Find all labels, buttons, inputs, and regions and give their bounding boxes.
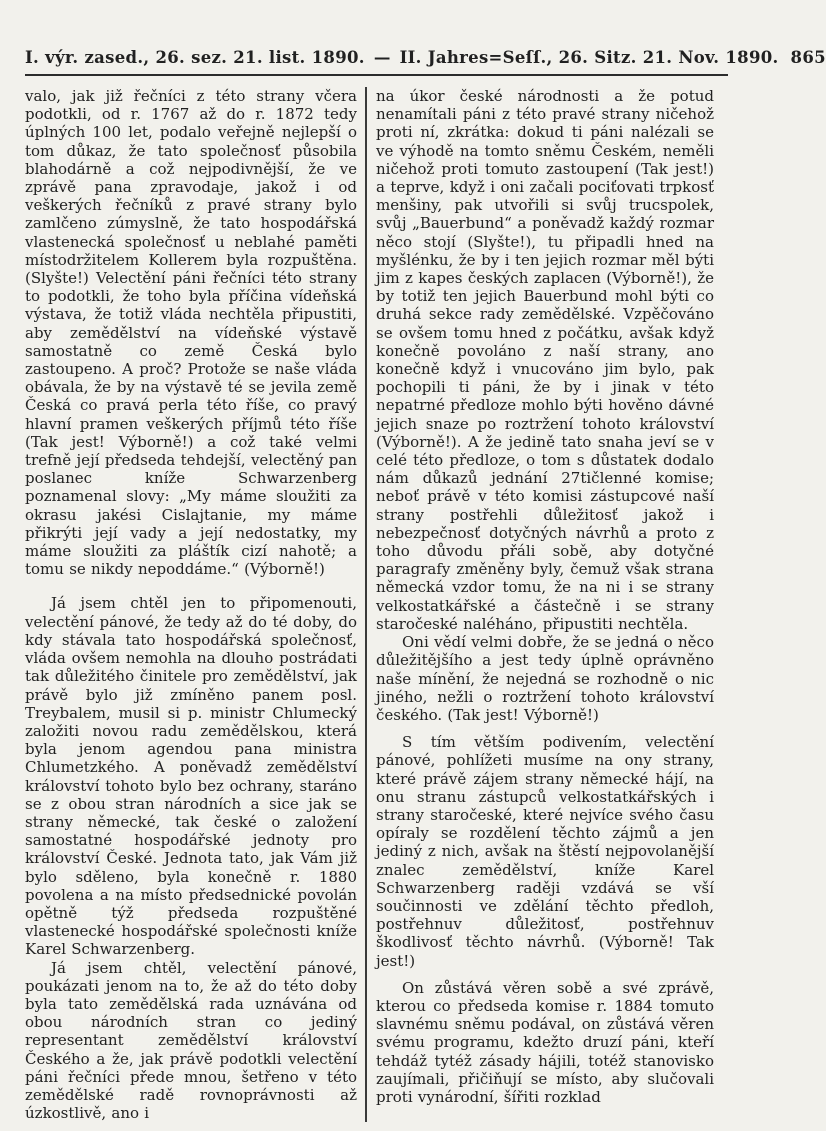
- right-paragraph-2: Oni vědí velmi dobře, že se jedná o něco důležitějšího a jest tedy úplně oprávněno naše mínění, že nejedná se rozhodně o nic jiného, nežli o roztržení tohoto království českého. (Tak jest! Výborně!): [376, 633, 714, 724]
- session-separator-dash: —: [373, 48, 391, 67]
- right-paragraph-4: On zůstává věren sobě a své zprávě, kterou co předseda komise r. 1884 tomuto slavnému sněmu podával, on zůstává věren svému programu, kdežto druzí páni, kteří tehdáž tytéž zásady hájili, totéž stanovisko zaujímali, přičiňují se místo, aby slučovali proti vynárodní, šířiti rozklad: [376, 978, 714, 1106]
- right-paragraph-3: S tím větším podivením, velectění pánové, pohlížeti musíme na ony strany, které právě zájem strany německé hájí, na onu stranu zástupců velkostatkářských i strany staročeské, které nejvíce svého času opíraly se rozdělení těchto zájmů a jen jediný z nich, avšak na štěstí nejpovolanější znalec zemědělství, kníže Karel Schwarzenberg raději vzdává se vší součinnosti ve zdělání těchto předloh, postřehnuv důležitosť, postřehnuv škodlivosť těchto návrhů. (Výborně! Tak jest!): [376, 733, 714, 970]
- left-column: [25, 87, 365, 1122]
- german-session-label: II. Jahres=Seſſ., 26. Sitz. 21. Nov. 1890.: [399, 48, 779, 67]
- left-paragraph-3: Já jsem chtěl, velectění pánové, poukázati jenom na to, že až do této doby byla tato zemědělská rada uznávána od obou národních stran co jediný representant zemědělství království Českého a že, jak právě podotkli velectění páni řečníci přede mnou, šetřeno v této zemědělské radě rovnoprávnosti až úzkostlivě, ano i: [25, 958, 357, 1123]
- running-head: [25, 48, 826, 76]
- left-paragraph-2: Já jsem chtěl jen to připomenouti, velectění pánové, že tedy až do té doby, do kdy stávala tato hospodářská společnosť, vláda ovšem nemohla na dlouho postrádati tak důležitého činitele pro zemědělství, jak právě bylo již zmíněno panem posl. Treybalem, musil si p. ministr Chlumecký založiti novou radu zemědělskou, která byla jenom agendou pana ministra Chlumetzkého. A poněvadž zemědělství království tohoto bylo bez ochrany, staráno se z obou stran národních a sice jak se strany německé, tak české o založení samostatné hospodářské jednoty pro království České. Jednota tato, jak Vám již bylo sděleno, byla konečně r. 1880 povolena a na místo předsednické povolán opětně týž předseda rozpuštěné vlastenecké hospodářské společnosti kníže Karel Schwarzenberg.: [25, 594, 357, 959]
- left-paragraph-1: valo, jak již řečníci z této strany včera podotkli, od r. 1767 až do r. 1872 tedy úplných 100 let, podalo veřejně nejlepší o tom důkaz, že tato společnosť působila blahodárně a což nejpodivnější, že ve zprávě pana zpravodaje, jakož i od veškerých řečníků z pravé strany bylo zamlčeno zúmyslně, že tato hospodářská vlastenecká společnosť u neblahé paměti místodržitelem Kollerem byla rozpuštěna. (Slyšte!) Velectění páni řečníci této strany to podotkli, že toho byla příčina vídeňská výstava, že totiž vláda nechtěla připustiti, aby zemědělství na vídeňské výstavě samostatně co země Česká bylo zastoupeno. A proč? Protože se naše vláda obávala, že by na výstavě té se jevila země Česká co pravá perla této říše, co pravý hlavní pramen veškerých příjmů této říše (Tak jest! Výborně!) a což také velmi trefně její předseda tehdejší, velectěný pan poslanec kníže Schwarzenberg poznamenal slovy: „My máme sloužiti za okrasu jakési Cislajtanie, my máme přikrýti její vady a její nedostatky, my máme sloužiti za pláštík cizí nahotě; a tomu se nikdy nepoddáme.“ (Výborně!): [25, 87, 357, 579]
- czech-session-label: I. výr. zased., 26. sez. 21. list. 1890.: [25, 48, 365, 67]
- right-column: [367, 87, 714, 1122]
- right-paragraph-1: na úkor české národnosti a že potud nenamítali páni z této pravé strany ničehož proti ní, zkrátka: dokud ti páni nalézali se ve výhodě na tomto sněmu Českém, neměli ničehož proti tomuto zastoupení (Tak jest!) a teprve, když i oni začali pociťovati trpkosť menšiny, pak utvořili si svůj trucspolek, svůj „Bauerbund“ a poněvadž každý rozmar něco stojí (Slyšte!), tu připadli hned na myšlénku, že by i ten jejich rozmar měl býti jim z kapes českých zaplacen (Výborně!), že by totiž ten jejich Bauerbund mohl býti co druhá sekce rady zemědělské. Vzpěčováno se ovšem tomu hned z počátku, avšak když konečně povoláno z naší strany, ano konečně když i vnucováno jim bylo, pak pochopili ti páni, že by i jinak v této nepatrné předloze mohlo býti hověno dávné jejich snaze po roztržení tohoto království (Výborně!). A že jedině tato snaha jeví se v celé této předloze, o tom s důstatek dodalo nám důkazů jednání 27tičlenné komise; neboť právě v této komisi zástupcové naší strany postřehli důležitosť jakož i nebezpečnosť dotyčných návrhů a proto z toho důvodu přáli sobě, aby dotyčné paragrafy změněny byly, čemuž však strana německá vzdor tomu, že na ni i se strany velkostatkářské a částečně i se strany staročeské naléháno, připustiti nechtěla.: [376, 87, 714, 633]
- running-head-sessions: [25, 48, 779, 67]
- page-number: 865: [790, 48, 826, 67]
- two-column-text-block: [25, 87, 728, 1122]
